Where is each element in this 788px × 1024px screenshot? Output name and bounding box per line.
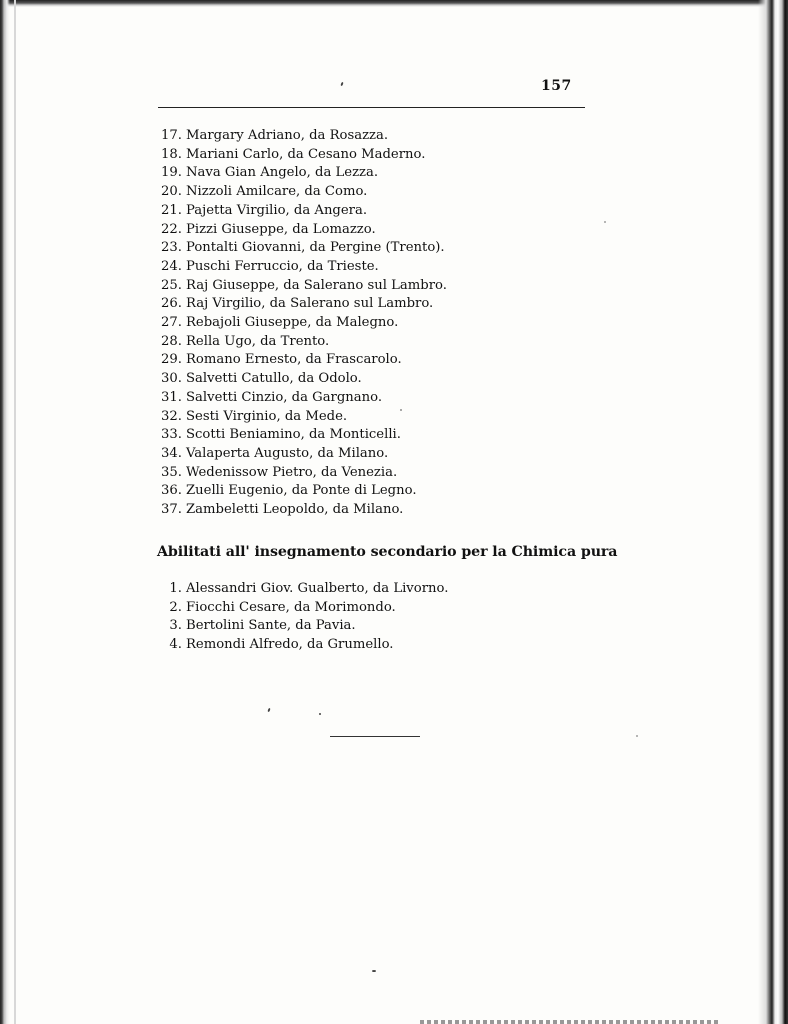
list-item — [150, 501, 447, 520]
item-number: 25. — [161, 277, 182, 293]
item-text: Raj Giuseppe, da Salerano sul Lambro. — [186, 277, 447, 293]
item-number: 32. — [161, 408, 182, 424]
item-text: Remondi Alfredo, da Grumello. — [186, 637, 394, 653]
scan-bottom-edge — [420, 1020, 720, 1024]
list-item — [150, 221, 447, 240]
item-number: 29. — [161, 352, 182, 368]
item-text: Pontalti Giovanni, da Pergine (Trento). — [186, 240, 445, 256]
student-list — [150, 127, 447, 520]
item-text: Nava Gian Angelo, da Lezza. — [186, 165, 379, 181]
list-item — [150, 636, 448, 655]
list-item — [150, 258, 447, 277]
item-number: 26. — [161, 296, 182, 312]
scan-speck — [604, 221, 606, 223]
list-item — [150, 277, 447, 296]
item-number: 17. — [161, 128, 182, 143]
chemistry-list — [150, 580, 448, 655]
item-text: Zambeletti Leopoldo, da Milano. — [186, 502, 404, 518]
item-text: Pizzi Giuseppe, da Lomazzo. — [186, 221, 376, 237]
list-item — [150, 599, 448, 618]
item-text: Margary Adriano, da Rosazza. — [186, 128, 389, 143]
item-text: Sesti Virginio, da Mede. — [186, 408, 348, 424]
item-number: 4. — [169, 637, 182, 653]
item-text: Raj Virgilio, da Salerano sul Lambro. — [186, 296, 434, 312]
list-item — [150, 146, 447, 165]
list-item — [150, 617, 448, 636]
item-text: Salvetti Cinzio, da Gargnano. — [186, 389, 383, 405]
list-item — [150, 464, 447, 483]
item-text: Alessandri Giov. Gualberto, da Livorno. — [186, 581, 449, 596]
section-heading: Abilitati all' insegnamento secondario per la Chimica pura — [157, 544, 618, 560]
list-item — [150, 445, 447, 464]
scan-speck — [267, 708, 270, 712]
item-text: Salvetti Catullo, da Odolo. — [186, 371, 362, 387]
item-number: 34. — [161, 445, 182, 461]
item-text: Rella Ugo, da Trento. — [186, 333, 330, 349]
scan-speck — [372, 970, 376, 972]
header-rule — [158, 107, 585, 108]
item-text: Romano Ernesto, da Frascarolo. — [186, 352, 402, 368]
scan-right-edge — [758, 0, 788, 1024]
item-number: 23. — [161, 240, 182, 256]
item-number: 36. — [161, 483, 182, 499]
item-number: 24. — [161, 258, 182, 274]
item-number: 22. — [161, 221, 182, 237]
list-item — [150, 127, 447, 146]
item-text: Bertolini Sante, da Pavia. — [186, 618, 356, 634]
item-number: 21. — [161, 202, 182, 218]
item-number: 33. — [161, 427, 182, 443]
list-item — [150, 202, 447, 221]
item-number: 20. — [161, 184, 182, 200]
item-number: 35. — [161, 464, 182, 480]
item-number: 2. — [169, 599, 182, 615]
page-number: 157 — [541, 78, 572, 94]
item-text: Pajetta Virgilio, da Angera. — [186, 202, 368, 218]
list-item — [150, 389, 447, 408]
scan-top-edge — [0, 0, 788, 7]
item-text: Wedenissow Pietro, da Venezia. — [186, 464, 398, 480]
scan-left-edge — [0, 0, 10, 1024]
scan-speck — [636, 735, 638, 737]
list-item — [150, 164, 447, 183]
item-text: Puschi Ferruccio, da Trieste. — [186, 258, 379, 274]
item-text: Mariani Carlo, da Cesano Maderno. — [186, 146, 426, 162]
item-text: Fiocchi Cesare, da Morimondo. — [186, 599, 396, 615]
item-number: 27. — [161, 315, 182, 331]
item-number: 37. — [161, 502, 182, 518]
list-item — [150, 580, 448, 599]
item-number: 19. — [161, 165, 182, 181]
list-item — [150, 426, 447, 445]
scan-speck — [319, 713, 321, 715]
item-number: 3. — [169, 618, 182, 634]
item-text: Nizzoli Amilcare, da Como. — [186, 184, 368, 200]
item-number: 1. — [169, 581, 182, 596]
list-item — [150, 370, 447, 389]
item-text: Zuelli Eugenio, da Ponte di Legno. — [186, 483, 417, 499]
item-text: Scotti Beniamino, da Monticelli. — [186, 427, 401, 443]
item-number: 18. — [161, 146, 182, 162]
end-rule — [330, 736, 420, 737]
item-text: Rebajoli Giuseppe, da Malegno. — [186, 315, 399, 331]
item-number: 30. — [161, 371, 182, 387]
list-item — [150, 482, 447, 501]
scan-left-shadow — [14, 0, 16, 1024]
list-item — [150, 239, 447, 258]
list-item — [150, 333, 447, 352]
list-item — [150, 183, 447, 202]
item-number: 28. — [161, 333, 182, 349]
list-item — [150, 295, 447, 314]
item-text: Valaperta Augusto, da Milano. — [186, 445, 389, 461]
list-item — [150, 408, 447, 427]
list-item — [150, 314, 447, 333]
item-number: 31. — [161, 389, 182, 405]
list-item — [150, 351, 447, 370]
scan-speck — [340, 82, 343, 86]
